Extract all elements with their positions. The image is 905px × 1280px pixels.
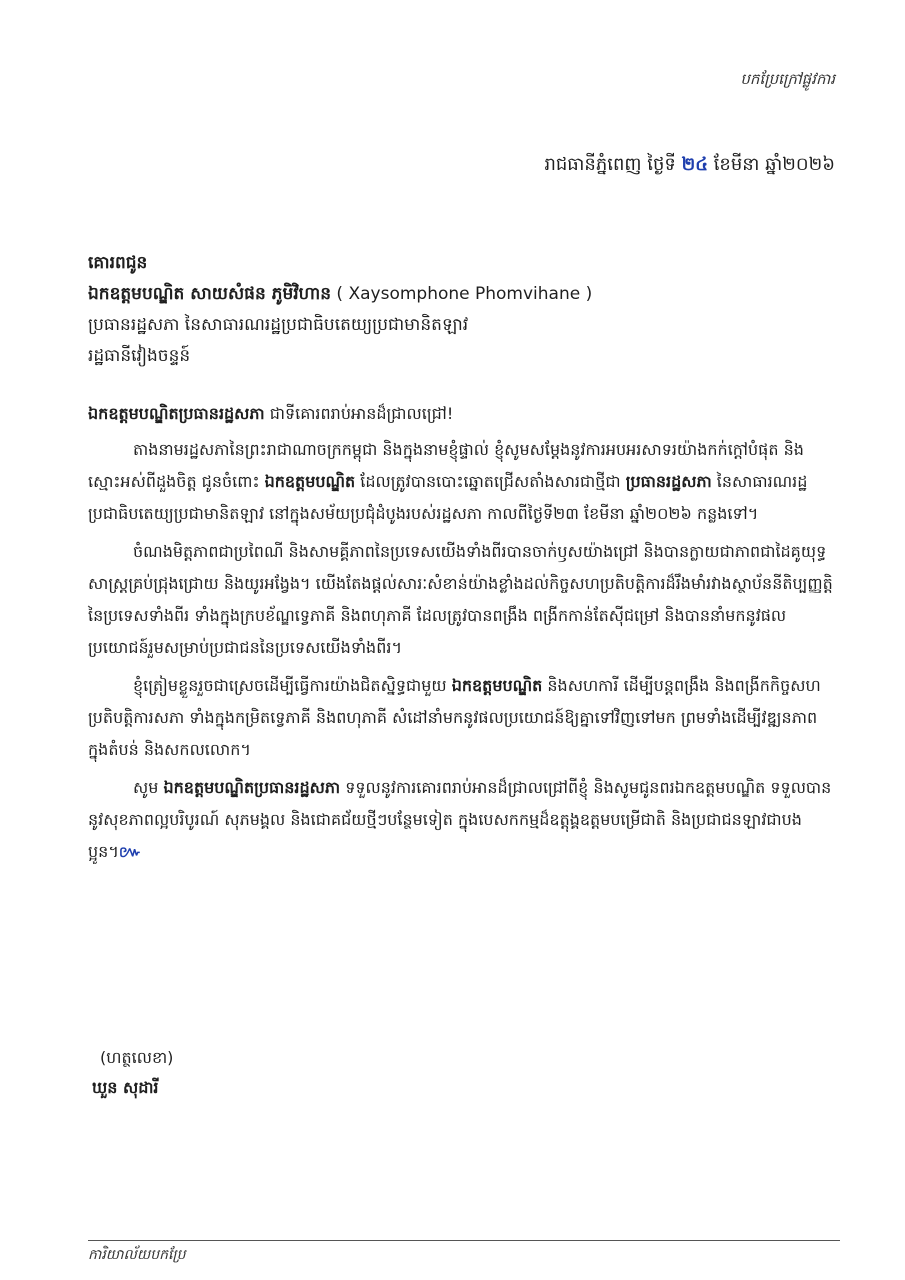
recipient-name-latin: ( Xaysomphone Phomvihane ) bbox=[336, 284, 593, 304]
salutation-rest: ជាទីគោរពរាប់អានដ៏ជ្រាលជ្រៅ! bbox=[264, 404, 454, 423]
recipient-city: រដ្ឋធានីវៀងចន្ទន៍ bbox=[88, 346, 191, 366]
closing-mark: ៚ bbox=[118, 842, 142, 861]
p3-part-a: ខ្ញុំត្រៀមខ្លួនរួចជាស្រេចដើម្បីធ្វើការយ៉ាងជិតស្និទ្ធជាមួយ bbox=[133, 676, 452, 695]
p4-part-c: ទទួលនូវការគោរពរាប់អានដ៏ជ្រាលជ្រៅពីខ្ញុំ និងសូមជូនពរឯកឧត្តមបណ្ឌិត ទទួលបាននូវសុខភាពល្អបរិបូរណ៍ សុភមង្គល និងជោគជ័យថ្មីៗបន្ថែមទៀត ក្នុងបេសកកម្មដ៏ឧត្តុង្គឧត្តមបម្រើជាតិ និងប្រជាជនឡាវជាបងប្អូន។ bbox=[88, 778, 832, 861]
signature-note: (ហត្ថលេខា) bbox=[100, 1048, 174, 1067]
recipient-name: ឯកឧត្តមបណ្ឌិត សាយសំផន ភូមិវិហាន bbox=[88, 284, 332, 304]
paragraph-2: ចំណងមិត្តភាពជាប្រពៃណី និងសាមគ្គីភាពនៃប្រទេសយើងទាំងពីរបានចាក់ឫសយ៉ាងជ្រៅ និងបានក្លាយជាភាពជាដៃគូយុទ្ធសាស្ត្រគ្រប់ជ្រុងជ្រោយ និងយូរអង្វែង។ យើងតែងផ្តល់សារៈសំខាន់យ៉ាងខ្លាំងដល់កិច្ចសហប្រតិបត្តិការដ៏រឹងមាំរវាងស្ថាប័ននីតិប្បញ្ញត្តិនៃប្រទេសទាំងពីរ ទាំងក្នុងក្របខ័ណ្ឌទ្វេភាគី និងពហុភាគី ដែលត្រូវបានពង្រឹង ពង្រីកកាន់តែស៊ីជម្រៅ និងបាននាំមកនូវផលប្រយោជន៍រួមសម្រាប់ប្រជាជននៃប្រទេសយើងទាំងពីរ។ bbox=[88, 542, 833, 657]
letter-body bbox=[88, 398, 833, 874]
greeting: គោរពជូន bbox=[88, 253, 148, 273]
p1-part-b: ឯកឧត្តមបណ្ឌិត bbox=[264, 472, 356, 491]
paragraph-4 bbox=[88, 772, 833, 868]
paragraph-1 bbox=[88, 434, 833, 530]
date-line bbox=[544, 152, 835, 179]
p1-part-e: នៃសាធារណរដ្ឋប្រជាធិបតេយ្យប្រជាមានិតឡាវ នៅក្នុងសម័យប្រជុំដំបូងរបស់រដ្ឋសភា កាលពីថ្ងៃទី២៣ ខែមីនា ឆ្នាំ២០២៦ កន្លងទៅ។ bbox=[88, 472, 808, 523]
footer-divider bbox=[88, 1240, 840, 1241]
p3-part-c: និងសហការី ដើម្បីបន្តពង្រឹង និងពង្រីកកិច្ចសហប្រតិបត្តិការសភា ទាំងក្នុងកម្រិតទ្វេភាគី និងពហុភាគី សំដៅនាំមកនូវផលប្រយោជន៍ឱ្យគ្នាទៅវិញទៅមក ព្រមទាំងដើម្បីវឌ្ឍនភាពក្នុងតំបន់ និងសកលលោក។ bbox=[88, 676, 821, 759]
recipient-name-line bbox=[88, 279, 592, 310]
salutation bbox=[88, 398, 833, 430]
paragraph-3 bbox=[88, 670, 833, 766]
p1-part-a: តាងនាមរដ្ឋសភានៃព្រះរាជាណាចក្រកម្ពុជា និងក្នុងនាមខ្ញុំផ្ទាល់ ខ្ញុំសូមសម្តែងនូវការអបអរសាទរយ៉ាងកក់ក្តៅបំផុត និងស្មោះអស់ពីដួងចិត្ត ជូនចំពោះ bbox=[88, 440, 804, 491]
signatory-name: ឃួន សុដារី bbox=[92, 1078, 159, 1097]
recipient-title: ប្រធានរដ្ឋសភា នៃសាធារណរដ្ឋប្រជាធិបតេយ្យប្រជាមានិតឡាវ bbox=[88, 315, 469, 335]
p4-part-a: សូម bbox=[133, 778, 164, 797]
date-day: ២៤ bbox=[681, 154, 708, 175]
date-prefix: រាជធានីភ្នំពេញ ថ្ងៃទី bbox=[544, 154, 676, 175]
recipient-block bbox=[88, 248, 592, 372]
p4-part-b: ឯកឧត្តមបណ្ឌិតប្រធានរដ្ឋសភា bbox=[163, 778, 341, 797]
p1-part-d: ប្រធានរដ្ឋសភា bbox=[625, 472, 712, 491]
footer-office: ការិយាល័យបកប្រែ bbox=[88, 1247, 186, 1263]
p1-part-c: ដែលត្រូវបានបោះឆ្នោតជ្រើសតាំងសារជាថ្មីជា bbox=[355, 472, 626, 491]
salutation-bold: ឯកឧត្តមបណ្ឌិតប្រធានរដ្ឋសភា bbox=[88, 404, 265, 423]
p3-part-b: ឯកឧត្តមបណ្ឌិត bbox=[451, 676, 543, 695]
date-suffix: ខែមីនា ឆ្នាំ២០២៦ bbox=[713, 154, 835, 175]
signature-block bbox=[92, 1043, 174, 1103]
unofficial-translation-note: បកប្រែក្រៅផ្លូវការ bbox=[740, 70, 835, 88]
